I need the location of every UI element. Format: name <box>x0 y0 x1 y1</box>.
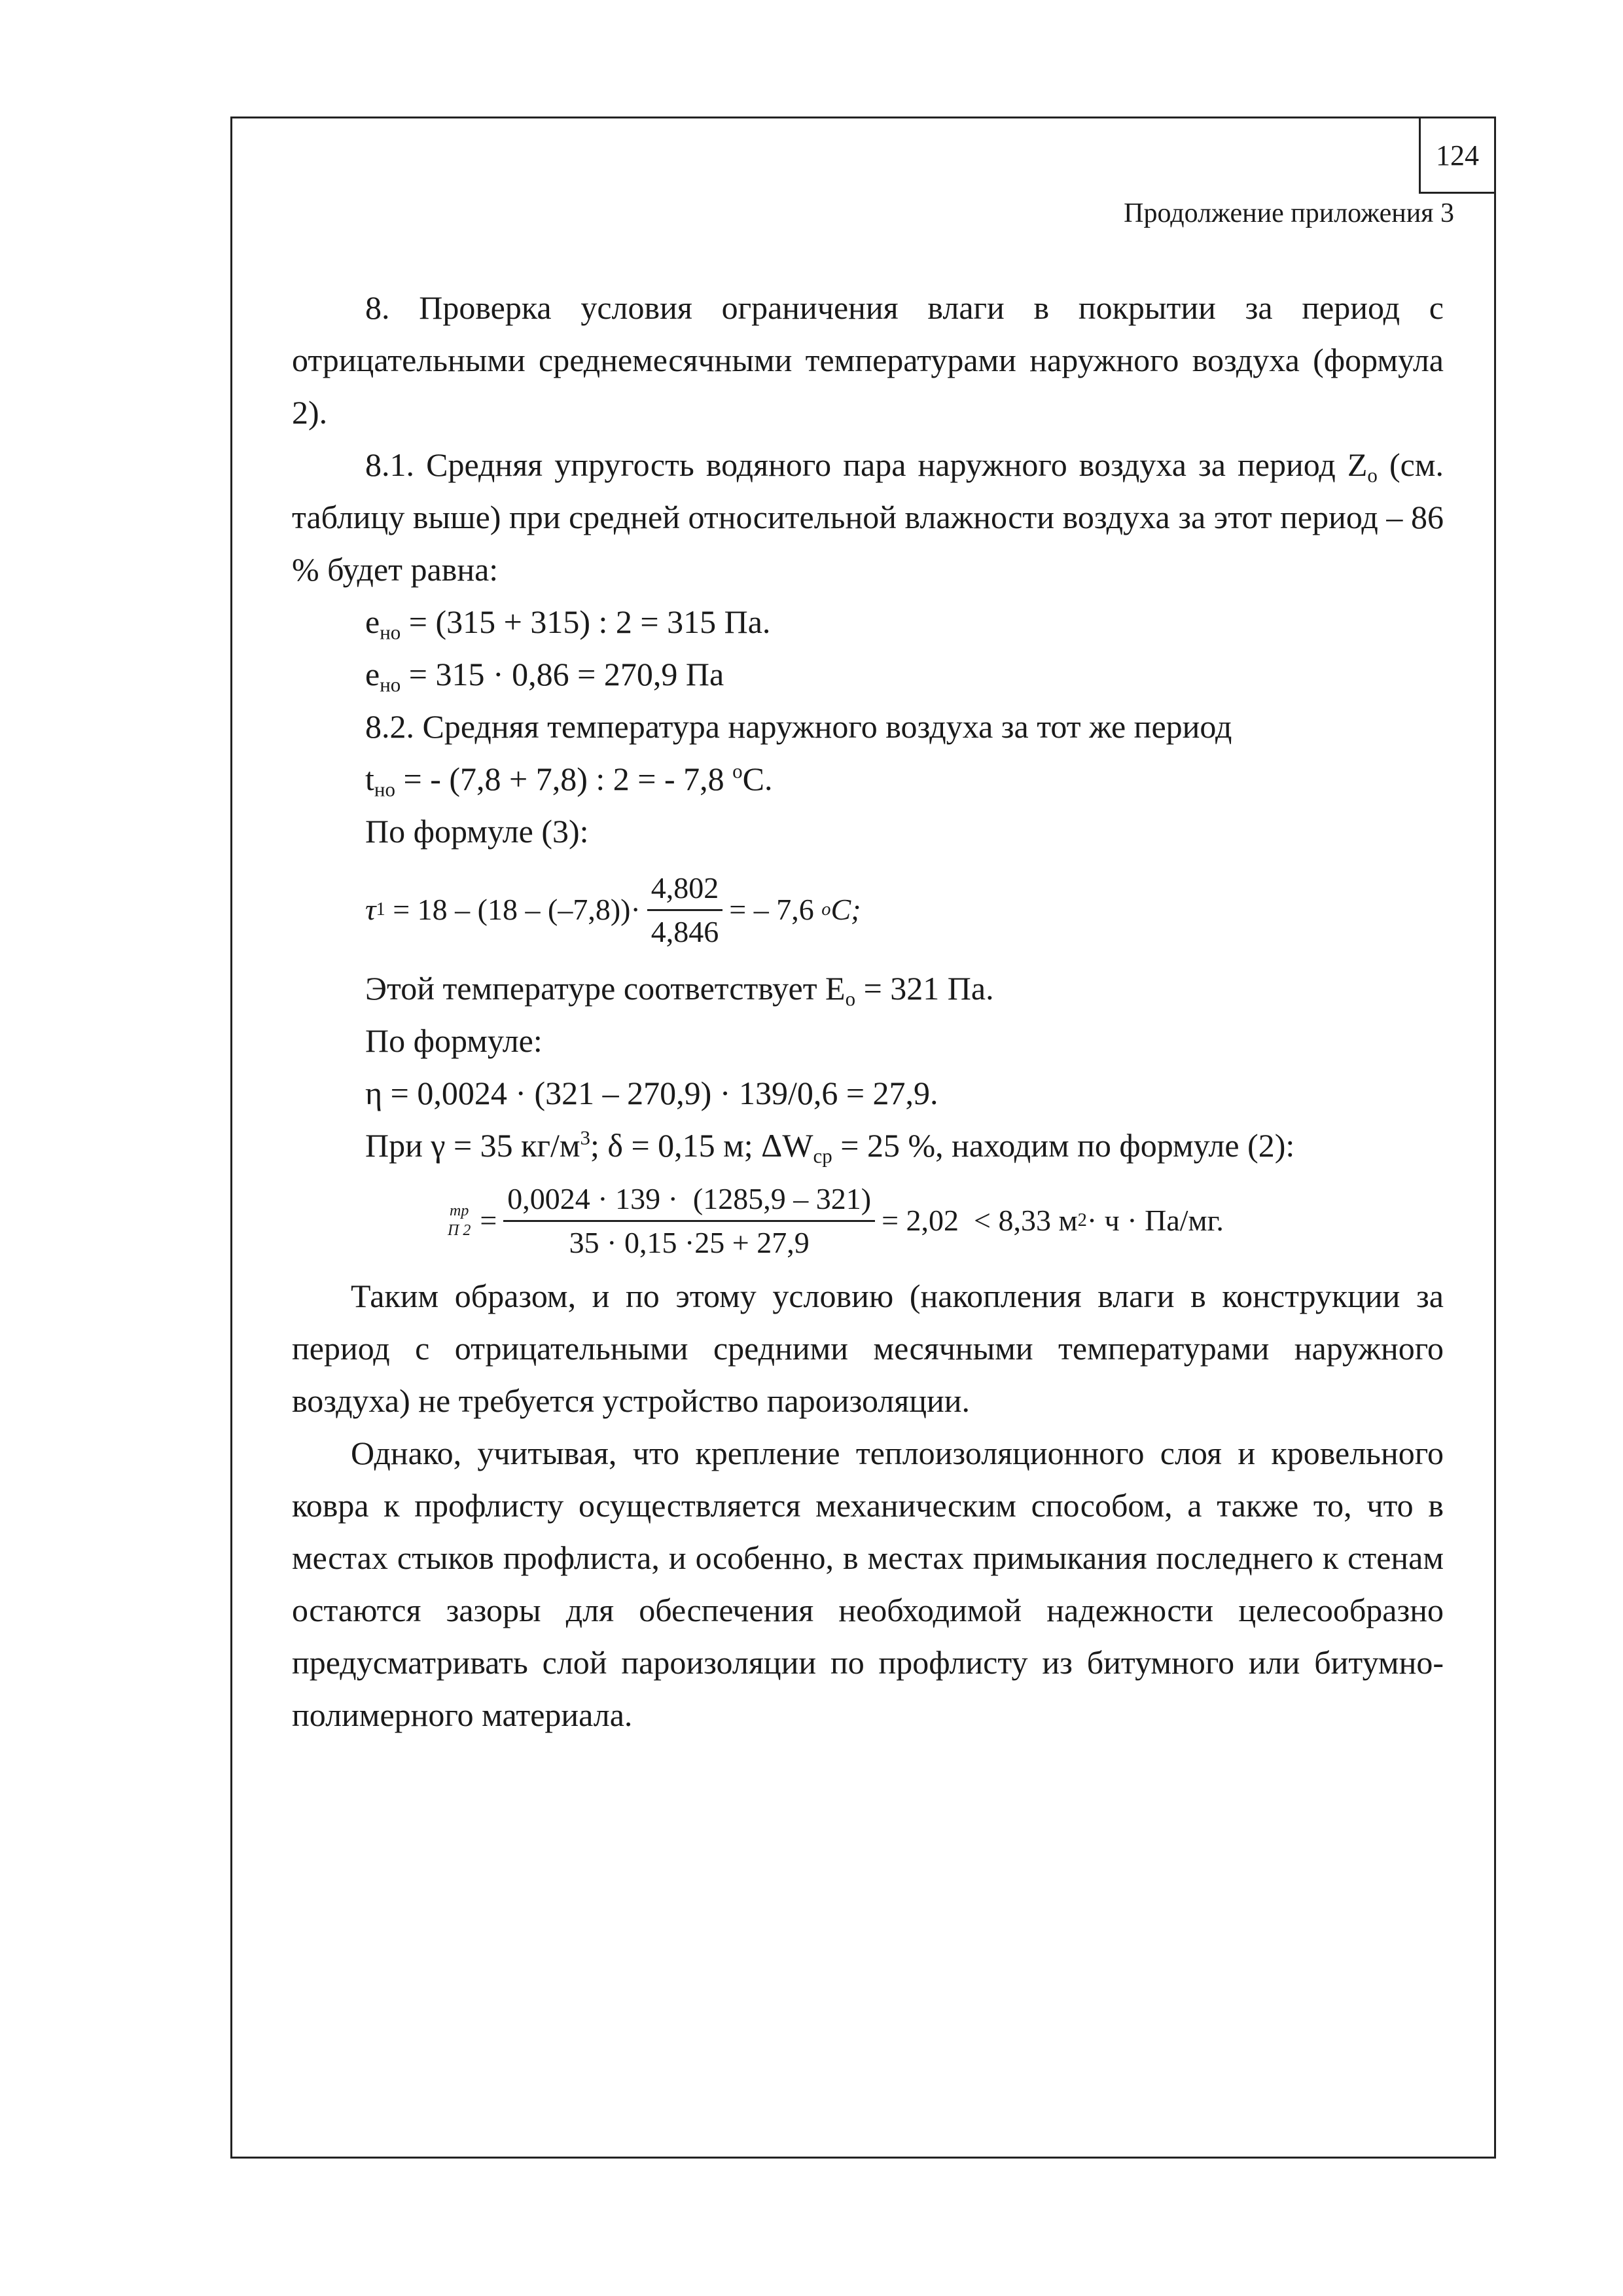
fraction <box>647 867 723 953</box>
conclusion-paragraph-1: Таким образом, и по этому условию (накопления влаги в конструкции за период с отрицательными средними месячными температурами наружного воздуха) не требуется устройство пароизоляции. <box>292 1278 1444 1419</box>
equation-text: = - (7,8 + 7,8) : 2 = - 7,8 <box>395 761 733 797</box>
tau-symbol: τ <box>365 893 376 926</box>
equation-e-product <box>292 648 1444 700</box>
text: ; δ = 0,15 м; ΔW <box>590 1127 813 1164</box>
label-bottom: П 2 <box>448 1222 471 1239</box>
text: = 321 Па. <box>855 970 994 1007</box>
equation-e-sum <box>292 596 1444 648</box>
text: = 25 %, находим по формуле (2): <box>832 1127 1295 1164</box>
equation-t-mean <box>292 753 1444 805</box>
appendix-note: Продолжение приложения 3 <box>1124 198 1454 228</box>
subscript: ср <box>813 1144 832 1168</box>
formula-unit: · ч · Па/мг. <box>1086 1204 1224 1237</box>
equation-text-end: С. <box>742 761 773 797</box>
given-values <box>292 1119 1444 1172</box>
page-number-text: 124 <box>1436 139 1479 171</box>
text: Этой температуре соответствует E <box>365 970 846 1007</box>
subscript: но <box>380 620 401 644</box>
variable: e <box>365 656 380 692</box>
paragraph-8-1-text-a: 8.1. Средняя упругость водяного пара наружного воздуха за период Z <box>365 446 1368 483</box>
fraction-denominator: 35 · 0,15 ·25 + 27,9 <box>569 1225 810 1259</box>
fraction <box>503 1178 875 1264</box>
temperature-correspondence <box>292 962 1444 1014</box>
subscript: o <box>845 987 856 1011</box>
superscript: o <box>732 759 743 783</box>
formula-expression: = 18 – (18 – (–7,8))· <box>385 893 641 926</box>
paragraph-8-2: 8.2. Средняя температура наружного воздуха за тот же период <box>365 708 1232 745</box>
equation-text: = 315 · 0,86 = 270,9 Па <box>401 656 724 692</box>
formula-result: = – 7,6 <box>729 893 822 926</box>
superscript: 3 <box>580 1126 590 1149</box>
formula-unit: C; <box>830 893 861 926</box>
page-number <box>1419 117 1496 194</box>
formula-tau: τ 1 = 18 – (18 – (–7,8))· $\frac{4,802}{4,846}$ = – 7,6 o C; <box>292 857 1444 962</box>
formula-result: = 2,02 < 8,33 м <box>882 1204 1078 1237</box>
formula-p2: тр П 2 = $\frac{0,0024 \cdot 139 \cdot (1285,9 - 321)}{35 \cdot 0,15 \cdot 25 + 27,9}$ = 2,02 < 8,33 м 2 · ч · Па/мг. <box>292 1172 1444 1270</box>
by-formula: По формуле: <box>365 1022 543 1059</box>
formula-lhs-label <box>448 1201 471 1240</box>
paragraph-8-1-text-b: (см. таблицу выше) при средней относительной влажности воздуха за этот период – 86 % будет равна: <box>292 446 1444 588</box>
label-top: тр <box>450 1202 469 1219</box>
fraction-numerator: 0,0024 · 139 · (1285,9 – 321) <box>503 1178 875 1222</box>
subscript: но <box>374 778 395 801</box>
equation-text: = (315 + 315) : 2 = 315 Па. <box>401 603 771 640</box>
document-body <box>292 281 1444 1741</box>
fraction-numerator: 4,802 <box>647 867 723 911</box>
subscript: но <box>380 673 401 696</box>
by-formula-3: По формуле (3): <box>365 813 589 850</box>
paragraph-8: 8. Проверка условия ограничения влаги в покрытии за период с отрицательными среднемесячными температурами наружного воздуха (формула 2). <box>292 289 1444 431</box>
equals-sign: = <box>480 1204 497 1237</box>
conclusion-paragraph-2: Однако, учитывая, что крепление теплоизоляционного слоя и кровельного ковра к профлисту осуществляется механическим способом, а также то, что в местах стыков профлиста, и особенно, в местах примыкания последнего к стенам остаются зазоры для обеспечения необходимой надежности целесообразно предусматривать слой пароизоляции по профлисту из битумного или битумно-полимерного материала. <box>292 1435 1444 1733</box>
variable: t <box>365 761 374 797</box>
variable: e <box>365 603 380 640</box>
subscript: o <box>1367 463 1378 487</box>
equation-eta: η = 0,0024 · (321 – 270,9) · 139/0,6 = 27,9. <box>365 1075 938 1111</box>
text: При γ = 35 кг/м <box>365 1127 580 1164</box>
fraction-denominator: 4,846 <box>651 914 719 948</box>
paragraph-8-1 <box>292 439 1444 596</box>
